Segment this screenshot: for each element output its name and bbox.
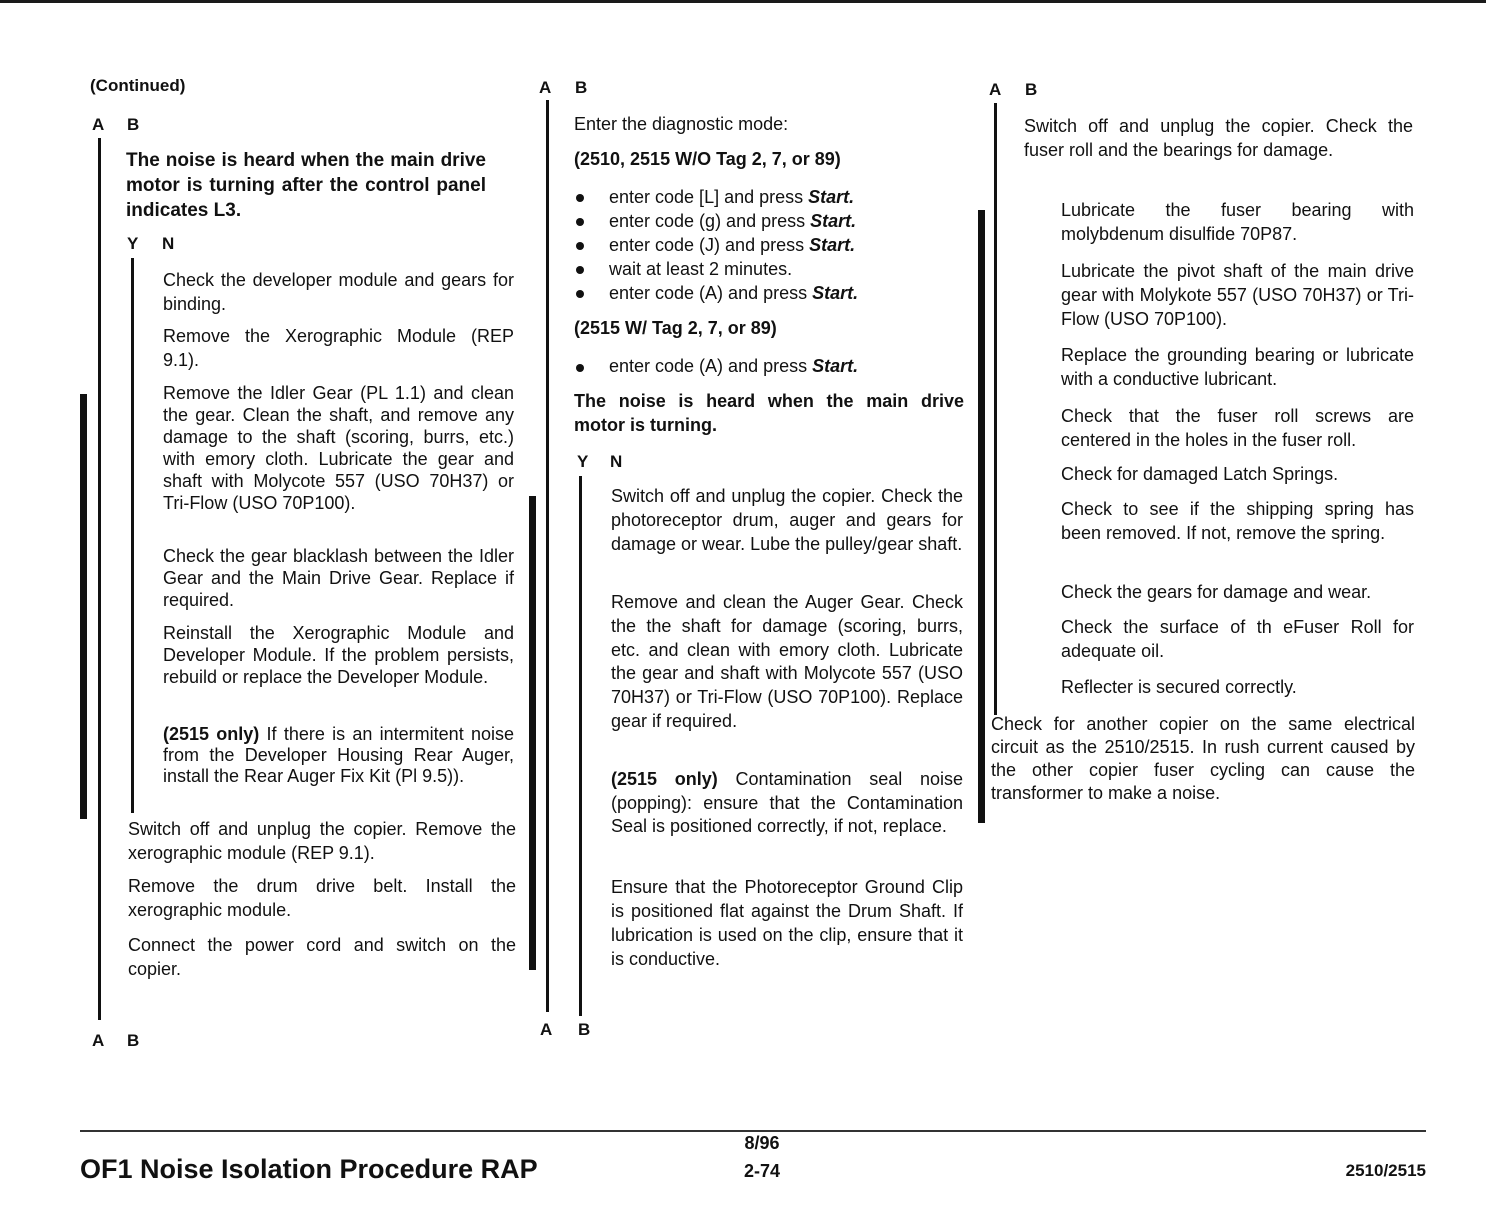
- col2-y-flowline: [579, 476, 582, 1016]
- col2-bullet-5: [576, 290, 584, 298]
- col2-step-1: [609, 186, 854, 209]
- col2-n-step-2: Remove and clean the Auger Gear. Check the the shaft for damage (scoring, burrs, etc. and clean with emory cloth. Lubricate the gear and shaft with Molycote 557 (USO 70H37) or Tri-Flow (USO 70P100). Replace gear if required.: [611, 592, 963, 731]
- col1-no-label: N: [162, 234, 175, 253]
- col2-n-step-1: Switch off and unplug the copier. Check the photoreceptor drum, auger and gears for damage or wear. Lube the pulley/gear shaft.: [611, 486, 963, 554]
- col1-label-b-bottom: B: [127, 1031, 140, 1050]
- col2-step-1-key: Start.: [808, 187, 855, 207]
- continued-label: (Continued): [90, 76, 186, 95]
- col2-step-3-text: enter code (J) and press: [609, 235, 810, 255]
- col2-note-text: Contamination seal noise (popping): ensure that the Contamination Seal is positioned correctly, if not, replace.: [611, 769, 963, 836]
- col2-no-label: N: [610, 452, 623, 471]
- col2-label-b-top: B: [575, 78, 588, 97]
- col2-bullet-6: [576, 364, 584, 372]
- col1-n-step-5: Reinstall the Xerographic Module and Developer Module. If the problem persists, rebuild or replace the Developer Module.: [163, 623, 514, 687]
- col3-label-b-top: B: [1025, 80, 1038, 99]
- col2-step-6-text: enter code (A) and press: [609, 356, 813, 376]
- col2-step-4: [609, 258, 792, 281]
- col2-step-6: [609, 355, 858, 378]
- col2-step-4-text: wait at least 2 minutes.: [609, 259, 793, 279]
- col1-n-step-1: Check the developer module and gears for binding.: [163, 270, 514, 314]
- col2-step-5: [609, 282, 858, 305]
- col2-step-3-key: Start.: [809, 235, 856, 255]
- col2-step-2: [609, 210, 856, 233]
- col2-group2-header: (2515 W/ Tag 2, 7, or 89): [574, 318, 777, 338]
- col1-n-step-4: Check the gear blacklash between the Idler Gear and the Main Drive Gear. Replace if required.: [163, 546, 514, 610]
- col1-label-a-top: A: [92, 115, 105, 134]
- col2-bullet-2: [576, 218, 584, 226]
- col2-label-a-top: A: [539, 78, 552, 97]
- col2-step-6-key: Start.: [812, 356, 859, 376]
- col2-n-step-last: Ensure that the Photoreceptor Ground Clip is positioned flat against the Drum Shaft. If lubrication is used on the clip, ensure that it is conductive.: [611, 877, 963, 969]
- col2-bullet-4: [576, 266, 584, 274]
- col2-label-b-bottom: B: [578, 1020, 591, 1039]
- col1-note-text: If there is an intermitent noise from the Developer Housing Rear Auger, install the Rear Auger Fix Kit (Pl 9.5)).: [163, 724, 514, 786]
- col1-n-note: [163, 724, 514, 787]
- col1-label-b-top: B: [127, 115, 140, 134]
- col3-label-a-top: A: [989, 80, 1002, 99]
- col1-n-step-3: Remove the Idler Gear (PL 1.1) and clean the gear. Clean the shaft, and remove any damage to the shaft (scoring, burrs, etc.) with emory cloth. Lubricate the gear and shaft with Molycote 557 (USO 70H37) or Tri-Flow (USO 70P100).: [163, 383, 514, 513]
- col2-step-5-text: enter code (A) and press: [609, 283, 813, 303]
- col3-step-2: Lubricate the pivot shaft of the main drive gear with Molykote 557 (USO 70H37) or Tri-Flow (USO 70P100).: [1061, 261, 1414, 329]
- col2-note-prefix: (2515 only): [611, 769, 718, 789]
- column-3: [970, 0, 1440, 1100]
- col2-step-2-text: enter code (g) and press: [609, 211, 811, 231]
- col2-bullet-1: [576, 194, 584, 202]
- col1-n-step-2: Remove the Xerographic Module (REP 9.1).: [163, 326, 514, 370]
- col3-a-text: Check for another copier on the same electrical circuit as the 2510/2515. In rush current caused by the other copier fuser cycling can cause the transformer to make a noise.: [991, 714, 1415, 803]
- col1-y-step-1: Switch off and unplug the copier. Remove the xerographic module (REP 9.1).: [128, 819, 516, 863]
- col3-step-9: Reflecter is secured correctly.: [1061, 677, 1297, 697]
- col1-y-step-3: Connect the power cord and switch on the copier.: [128, 935, 516, 979]
- col2-label-a-bottom: A: [540, 1020, 553, 1039]
- col1-change-bar: [80, 394, 87, 819]
- col1-note-prefix: (2515 only): [163, 724, 260, 744]
- col1-yes-label: Y: [127, 234, 139, 253]
- col1-y-flowline: [131, 258, 134, 813]
- footer-title: OF1 Noise Isolation Procedure RAP: [80, 1154, 538, 1184]
- col1-question: The noise is heard when the main drive motor is turning after the control panel indicates L3.: [126, 150, 486, 221]
- col3-change-bar: [978, 210, 985, 823]
- col3-step-3: Replace the grounding bearing or lubricate with a conductive lubricant.: [1061, 345, 1414, 389]
- footer-model: 2510/2515: [1345, 1161, 1426, 1180]
- col3-step-8: Check the surface of th eFuser Roll for adequate oil.: [1061, 617, 1414, 661]
- col3-step-1: Lubricate the fuser bearing with molybdenum disulfide 70P87.: [1061, 200, 1414, 244]
- col2-step-3: [609, 234, 855, 257]
- col2-intro: Enter the diagnostic mode:: [574, 114, 789, 134]
- col2-step-1-text: enter code [L] and press: [609, 187, 809, 207]
- col2-question: The noise is heard when the main drive motor is turning.: [574, 391, 964, 435]
- column-1: [0, 0, 540, 1100]
- col2-left-change-bar: [529, 496, 536, 970]
- col3-b-text: Switch off and unplug the copier. Check the fuser roll and the bearings for damage.: [1024, 116, 1413, 160]
- col1-y-step-2: Remove the drum drive belt. Install the xerographic module.: [128, 876, 516, 920]
- col1-a-flowline: [98, 138, 101, 1020]
- col3-step-7: Check the gears for damage and wear.: [1061, 582, 1372, 602]
- col2-yes-label: Y: [577, 452, 589, 471]
- footer-page-number: 2-74: [743, 1161, 781, 1181]
- col1-label-a-bottom: A: [92, 1031, 105, 1050]
- col2-step-5-key: Start.: [812, 283, 859, 303]
- footer-date: 8/96: [744, 1133, 780, 1153]
- col2-bullet-3: [576, 242, 584, 250]
- column-2: [520, 0, 980, 1100]
- col2-step-2-key: Start.: [810, 211, 857, 231]
- col3-step-4: Check that the fuser roll screws are centered in the holes in the fuser roll.: [1061, 406, 1414, 450]
- col3-a-flowline: [994, 103, 997, 715]
- col2-n-note: [611, 768, 963, 839]
- col2-a-flowline: [546, 100, 549, 1012]
- col3-step-6: Check to see if the shipping spring has been removed. If not, remove the spring.: [1061, 499, 1414, 543]
- col3-step-5: Check for damaged Latch Springs.: [1061, 464, 1339, 484]
- col2-group1-header: (2510, 2515 W/O Tag 2, 7, or 89): [574, 149, 841, 169]
